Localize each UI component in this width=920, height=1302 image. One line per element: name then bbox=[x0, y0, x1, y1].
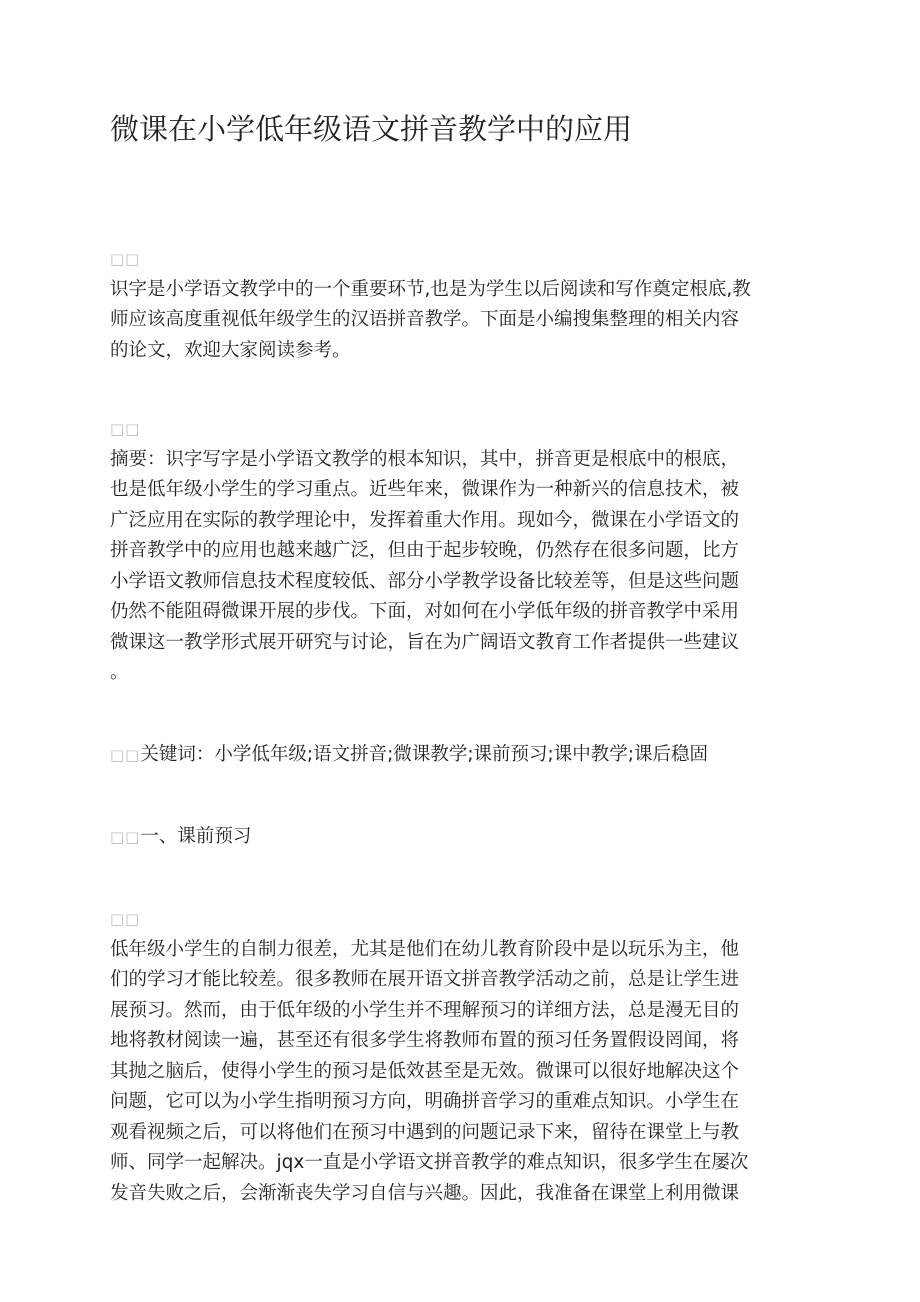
keywords-paragraph bbox=[110, 740, 810, 771]
section-heading-text: 一、课前预习 bbox=[140, 826, 252, 847]
section-body-paragraph bbox=[110, 904, 810, 1209]
section-heading bbox=[110, 822, 810, 853]
body-line: 展预习。然而，由于低年级的小学生并不理解预习的详细方法，总是漫无目的 bbox=[110, 999, 740, 1021]
paragraph-marker: □□ bbox=[110, 746, 141, 764]
abstract-paragraph bbox=[110, 414, 810, 689]
abstract-line: 仍然不能阻碍微课开展的步伐。下面，对如何在小学低年级的拼音教学中采用 bbox=[110, 601, 740, 622]
body-line: 问题，它可以为小学生指明预习方向，明确拼音学习的重难点知识。小学生在 bbox=[110, 1091, 740, 1112]
abstract-line: 广泛应用在实际的教学理论中，发挥着重大作用。现如今，微课在小学语文的 bbox=[110, 509, 740, 531]
paragraph-marker: □□ bbox=[110, 250, 141, 268]
body-line: 地将教材阅读一遍，甚至还有很多学生将教师布置的预习任务置假设罔闻，将 bbox=[110, 1030, 740, 1051]
intro-line: 师应该高度重视低年级学生的汉语拼音教学。下面是小编搜集整理的相关内容 bbox=[110, 309, 740, 330]
intro-line: 识字是小学语文教学中的一个重要环节,也是为学生以后阅读和写作奠定根底,教 bbox=[110, 278, 751, 300]
body-line: 其抛之脑后，使得小学生的预习是低效甚至是无效。微课可以很好地解决这个 bbox=[110, 1060, 740, 1082]
abstract-line: 小学语文教师信息技术程度较低、部分小学教学设备比较差等，但是这些问题 bbox=[110, 570, 740, 592]
abstract-line: 摘要：识字写字是小学语文教学的根本知识，其中，拼音更是根底中的根底， bbox=[110, 448, 740, 470]
abstract-line: 也是低年级小学生的学习重点。近些年来，微课作为一种新兴的信息技术，被 bbox=[110, 479, 740, 500]
paragraph-marker: □□ bbox=[110, 420, 141, 438]
paragraph-marker: □□ bbox=[110, 910, 141, 928]
body-line: 低年级小学生的自制力很差，尤其是他们在幼儿教育阶段中是以玩乐为主，他 bbox=[110, 938, 740, 960]
abstract-line: 。 bbox=[110, 662, 129, 683]
intro-line: 的论文，欢迎大家阅读参考。 bbox=[110, 339, 351, 361]
body-line: 师、同学一起解决。jqx一直是小学语文拼音教学的难点知识，很多学生在屡次 bbox=[110, 1152, 749, 1173]
keywords-text: 关键词：小学低年级;语文拼音;微课教学;课前预习;课中教学;课后稳固 bbox=[140, 744, 709, 765]
body-line: 发音失败之后，会渐渐丧失学习自信与兴趣。因此，我准备在课堂上利用微课 bbox=[110, 1182, 740, 1204]
body-line: 们的学习才能比较差。很多教师在展开语文拼音教学活动之前，总是让学生进 bbox=[110, 969, 740, 990]
document-title: 微课在小学低年级语文拼音教学中的应用 bbox=[110, 112, 633, 146]
abstract-line: 拼音教学中的应用也越来越广泛，但由于起步较晚，仍然存在很多问题，比方 bbox=[110, 540, 740, 561]
body-line: 观看视频之后，可以将他们在预习中遇到的问题记录下来，留待在课堂上与教 bbox=[110, 1121, 740, 1143]
intro-paragraph bbox=[110, 244, 810, 366]
paragraph-marker: □□ bbox=[110, 828, 141, 846]
abstract-line: 微课这一教学形式展开研究与讨论，旨在为广阔语文教育工作者提供一些建议 bbox=[110, 631, 740, 653]
